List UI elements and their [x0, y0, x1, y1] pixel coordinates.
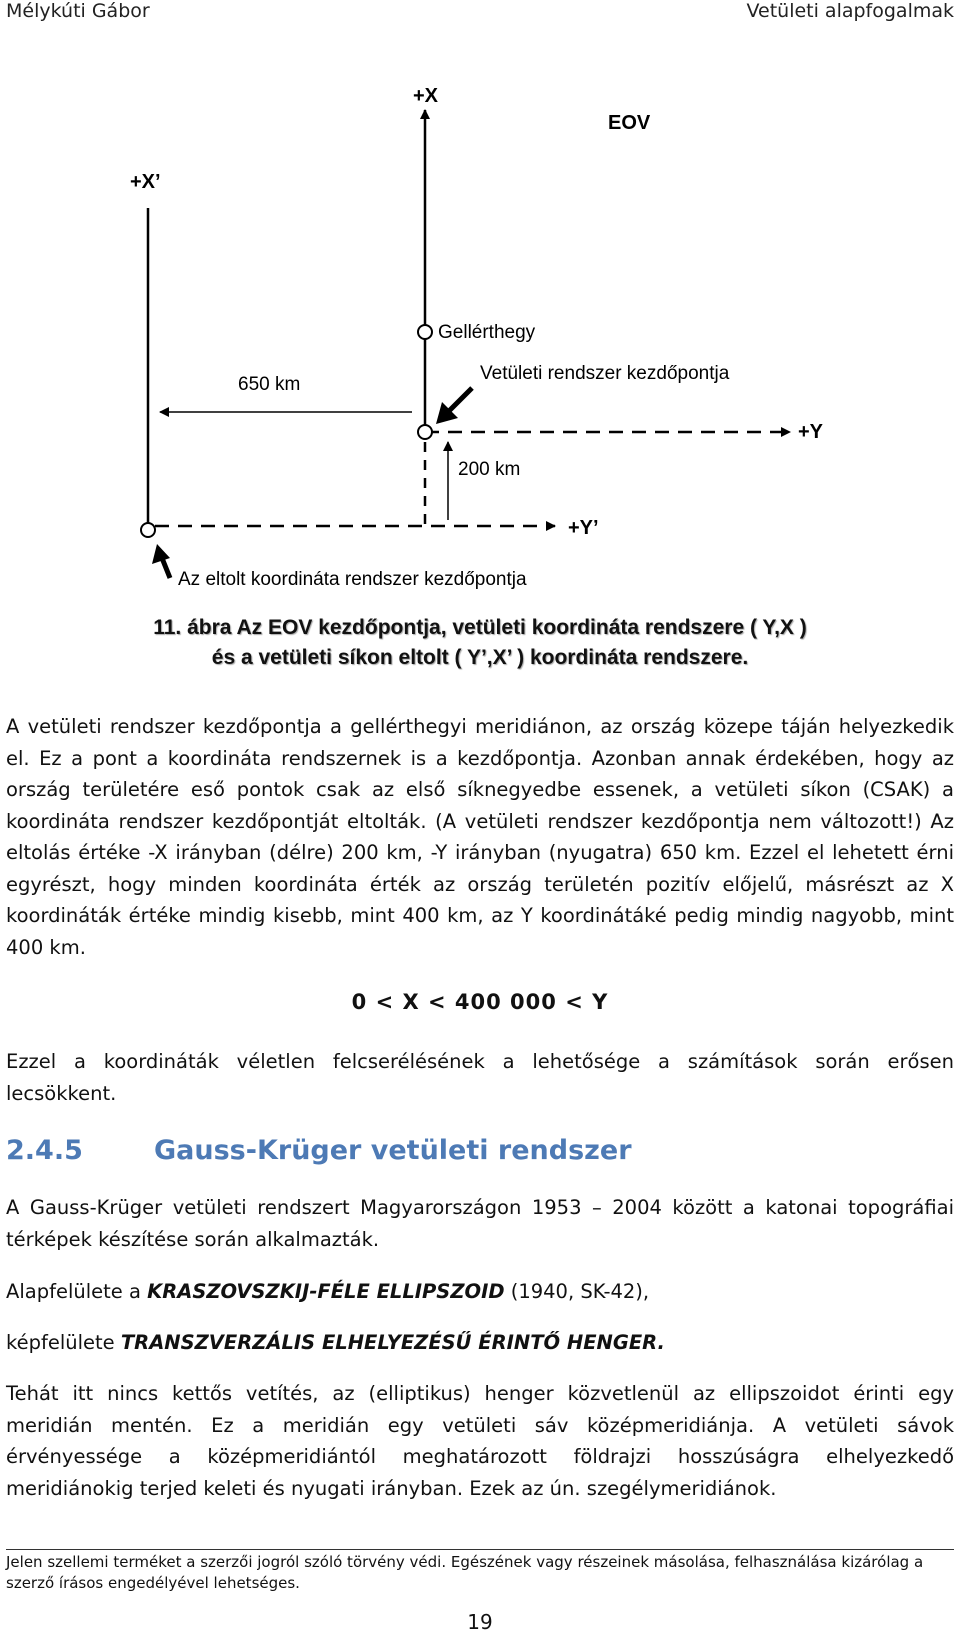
origin-point [418, 425, 432, 439]
label-plus-x-prime: +X’ [130, 171, 161, 193]
paragraph-origin-shift: A vetületi rendszer kezdőpontja a gellérthegyi meridiánon, az ország közepe táján helyezkedik el. Ez a pont a koordináta rendszernek is a kezdőpontja. Azonban annak érdekében, hogy az ország területére eső pontok csak az első síknegyedbe essenek, a vetületi síkon (CSAK) a koordináta rendszer kezdőpontját eltolták. (A vetületi rendszer kezdőpontja nem változott!) Az eltolás értéke -X irányban (délre) 200 km, -Y irányban (nyugatra) 650 km. Ezzel el lehetett érni egyrészt, hogy minden koordináta érték az ország területén pozitív előjelű, másrészt az X koordináták értéke mindig kisebb, mint 400 km, az Y koordinátáké pedig mindig nagyobb, mint 400 km. [6, 715, 954, 959]
shifted-origin-pointer-arrow [152, 544, 170, 578]
label-origin: Vetületi rendszer kezdőpontja [480, 363, 730, 384]
label-gellerthegy: Gellérthegy [438, 322, 536, 343]
label-shifted-origin: Az eltolt koordináta rendszer kezdőpontja [178, 569, 527, 590]
paragraph-swap-risk: Ezzel a koordináták véletlen felcserélésének a lehetősége a számítások során erősen lecsökkent. [6, 1050, 954, 1105]
eov-coordinate-diagram [0, 70, 960, 605]
formula-inequality: 0 < X < 400 000 < Y [351, 990, 609, 1014]
shifted-origin-point [141, 523, 155, 537]
label-plus-y-prime: +Y’ [568, 517, 599, 539]
paragraph-image-surface [6, 1327, 954, 1359]
footer-divider [6, 1549, 954, 1550]
header-author: Mélykúti Gábor [6, 0, 150, 22]
label-650km: 650 km [238, 374, 301, 395]
gellerthegy-point [418, 325, 432, 339]
paragraph-gauss-kruger-intro: A Gauss-Krüger vetületi rendszert Magyarországon 1953 – 2004 között a katonai topográfiai térképek készítése során alkalmazták. [6, 1196, 954, 1251]
figure-caption-line2: és a vetületi síkon eltolt ( Y’,X’ ) koordináta rendszere. [211, 646, 749, 669]
section-title: Gauss-Krüger vetületi rendszer [154, 1135, 632, 1166]
text-fragment: (1940, SK-42), [504, 1280, 650, 1303]
label-plus-x: +X [413, 85, 439, 107]
label-eov: EOV [608, 112, 651, 134]
cylinder-name: TRANSZVERZÁLIS ELHELYEZÉSŰ ÉRINTŐ HENGER. [120, 1331, 665, 1354]
header-title: Vetületi alapfogalmak [746, 0, 954, 22]
figure-caption-line1: 11. ábra Az EOV kezdőpontja, vetületi koordináta rendszere ( Y,X ) [153, 616, 807, 639]
label-plus-y: +Y [798, 421, 824, 443]
section-number: 2.4.5 [6, 1135, 83, 1166]
page-number: 19 [467, 1610, 493, 1634]
copyright-notice: Jelen szellemi terméket a szerzői jogról szóló törvény védi. Egészének vagy részeinek másolása, felhasználása kizárólag a szerző írásos engedélyével lehetséges. [6, 1553, 924, 1592]
label-200km: 200 km [458, 459, 521, 480]
paragraph-reference-surface [6, 1276, 954, 1308]
section-heading [6, 1135, 632, 1166]
paragraph-projection-zones: Tehát itt nincs kettős vetítés, az (elliptikus) henger közvetlenül az ellipszoidot érinti egy meridián mentén. Ez a meridián egy vetületi sáv középmeridiánja. A vetületi sávok érvényessége a középmeridiántól meghatározott földrajzi hosszúságra elhelyezkedő meridiánokig terjed keleti és nyugati irányban. Ezek az ún. szegélymeridiánok. [6, 1382, 954, 1500]
text-fragment: Alapfelülete a [6, 1280, 148, 1303]
ellipsoid-name: KRASZOVSZKIJ-FÉLE ELLIPSZOID [147, 1280, 505, 1303]
text-fragment: képfelülete [6, 1331, 121, 1354]
origin-pointer-arrow [436, 388, 472, 424]
